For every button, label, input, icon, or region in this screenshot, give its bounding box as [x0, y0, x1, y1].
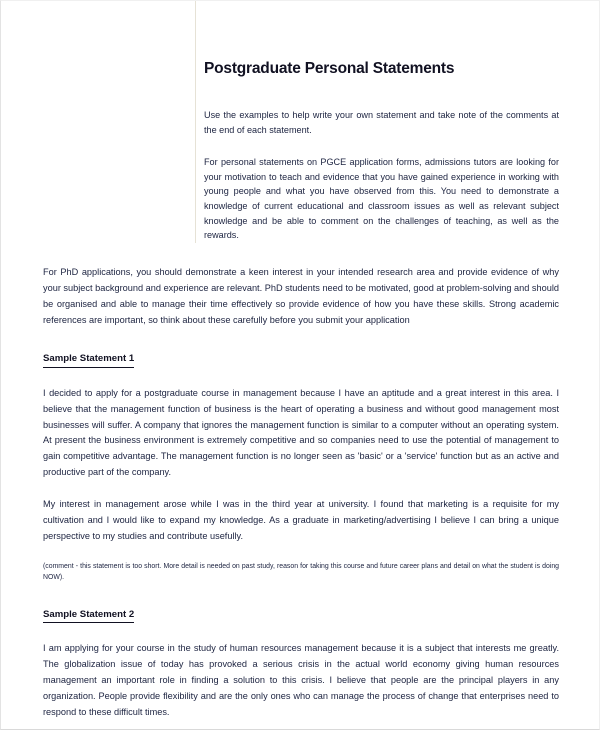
- spacer: [43, 584, 559, 604]
- intro-pgce-paragraph: For personal statements on PGCE application forms, admissions tutors are looking for your motivation to teach and evidence that you have gained experience in working with young people and what you have observed from this. You need to demonstrate a knowledge of current educational and classroom issues as well as relevant subject knowledge and be able to comment on the challenges of teaching, as well as the rewards.: [204, 156, 559, 241]
- section-sample-statement-2: [43, 604, 559, 721]
- section-2-paragraph-1: I am applying for your course in the study of human resources management because it is a subject that interests me greatly. The globalization issue of today has provoked a serious crisis in the actual world economy giving human resources management an important role in finding a solution to this crisis. I believe that people are the principal players in any organization. People provide flexibility and are the only ones who can manage the process of change that enterprises need to respond to these difficult times.: [43, 643, 559, 717]
- spacer: [43, 481, 559, 497]
- section-1-comment: (comment - this statement is too short. More detail is needed on past study, reason for taking this course and future career plans and detail on what the student is doing NOW).: [43, 563, 559, 582]
- section-heading: Sample Statement 1: [43, 353, 134, 367]
- spacer: [43, 368, 559, 386]
- spacer: [204, 138, 559, 155]
- spacer: [43, 623, 559, 641]
- section-heading-wrapper: [43, 348, 559, 367]
- intro-phd-paragraph: For PhD applications, you should demonstrate a keen interest in your intended research area and provide evidence of why your subject background and experience are relevant. PhD students need to be motivated, good at problem-solving and should be organised and able to manage their time effectively so provide evidence of how you have these skills. Strong academic references are important, so think about these carefully before you submit your application: [43, 267, 559, 325]
- spacer: [204, 78, 559, 108]
- document-content: [43, 1, 559, 720]
- spacer: [43, 328, 559, 348]
- page-title: Postgraduate Personal Statements: [204, 60, 455, 77]
- intro-lead-paragraph: Use the examples to help write your own statement and take note of the comments at the end of each statement.: [204, 110, 559, 136]
- section-1-paragraph-1: I decided to apply for a postgraduate course in management because I have an aptitude and a great interest in this area. I believe that the management function of business is the heart of operating a business and without good management most businesses will suffer. A company that ignores the management function is similar to a computer without an operating system. At present the business environment is extremely competitive and so companies need to use the potential of management to gain competitive advantage. The management function is no longer seen as 'basic' or a 'service' function but as an active and productive part of the company.: [43, 387, 559, 478]
- section-1-paragraph-2: My interest in management arose while I was in the third year at university. I found that marketing is a requisite for my cultivation and I would like to expand my knowledge. As a graduate in marketing/advertising I believe I can bring a unique perspective to my studies and contribute usefully.: [43, 498, 559, 541]
- section-sample-statement-1: [43, 348, 559, 583]
- section-heading-wrapper: [43, 604, 559, 623]
- spacer: [43, 243, 559, 265]
- spacer: [43, 544, 559, 562]
- section-heading: Sample Statement 2: [43, 609, 134, 623]
- intro-block: [195, 1, 559, 243]
